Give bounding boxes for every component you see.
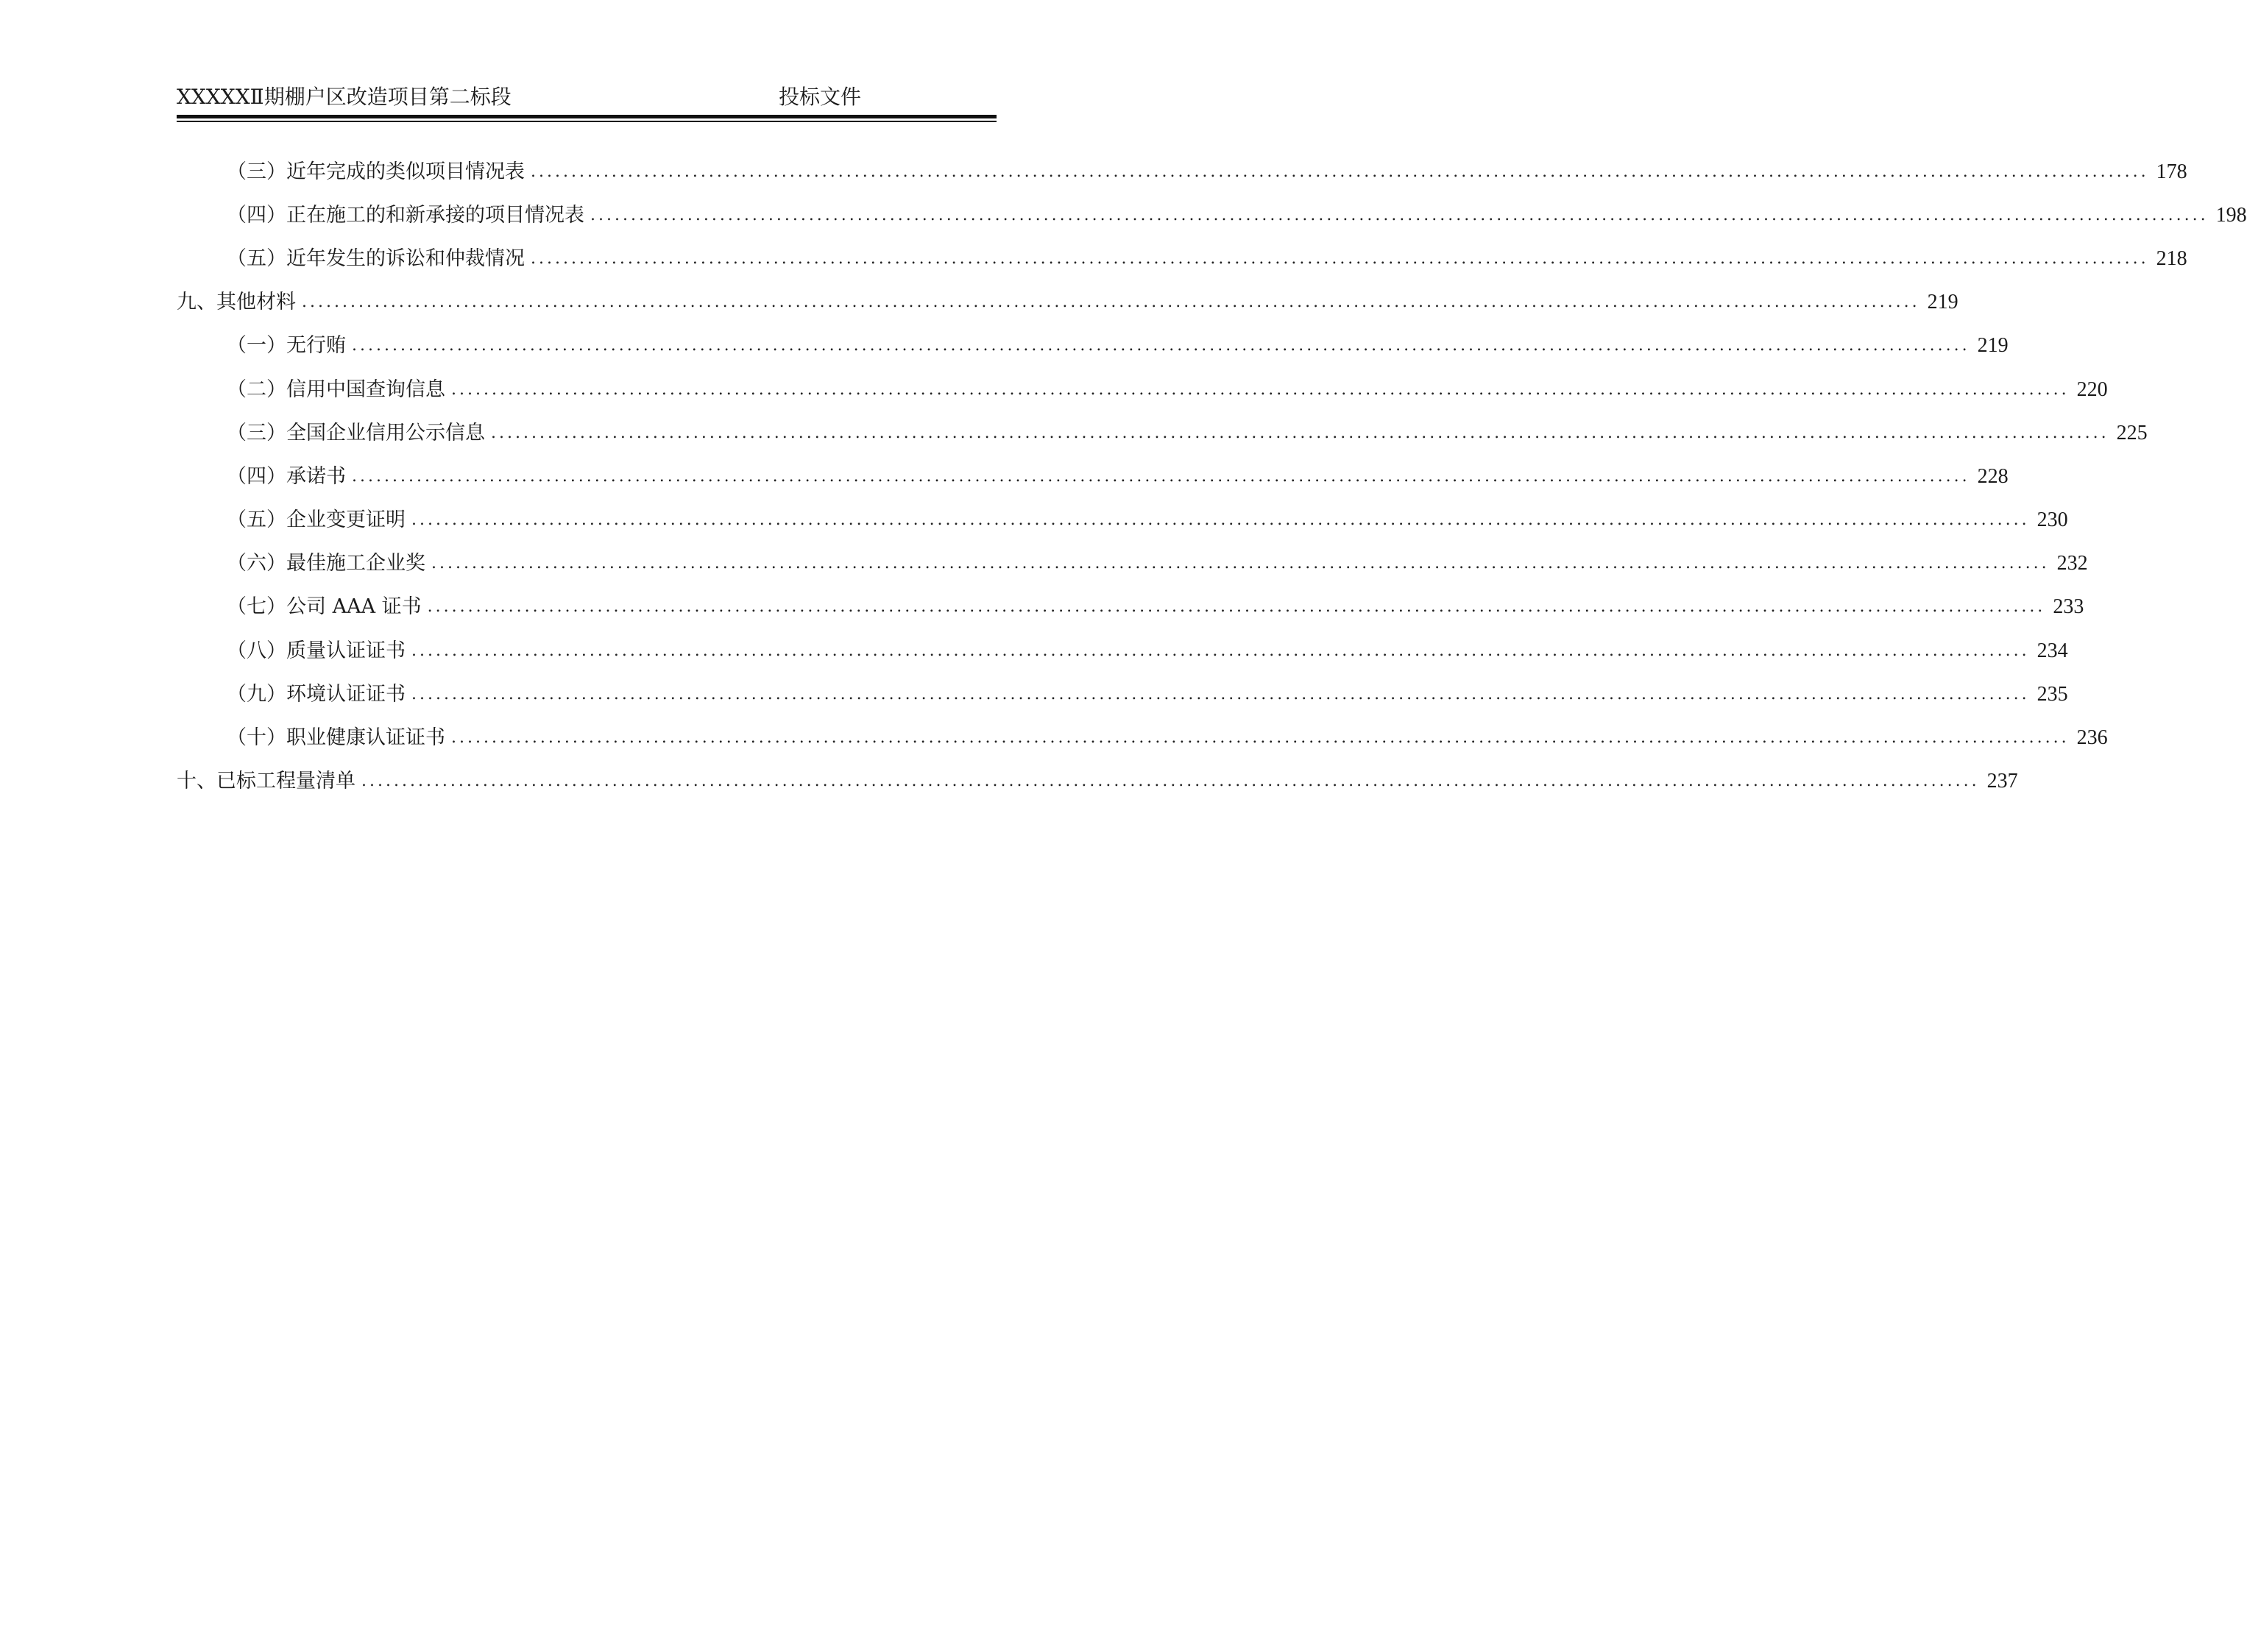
toc-dot-leader: ........................................................................................................................................................................................................ xyxy=(411,641,2030,660)
toc-entry-label: （六）最佳施工企业奖 xyxy=(227,552,425,575)
toc-dot-leader: ........................................................................................................................................................................................................ xyxy=(302,293,1920,312)
toc-entry-page-number: 234 xyxy=(2037,639,2068,662)
toc-entry[interactable] xyxy=(177,411,2148,455)
toc-entry[interactable] xyxy=(177,629,2068,673)
toc-entry[interactable] xyxy=(177,586,2084,629)
toc-entry[interactable] xyxy=(177,760,2018,804)
toc-entry-page-number: 178 xyxy=(2156,160,2187,183)
toc-dot-leader: ........................................................................................................................................................................................................ xyxy=(411,511,2030,530)
toc-entry[interactable] xyxy=(177,542,2088,586)
toc-dot-leader: ........................................................................................................................................................................................................ xyxy=(451,380,2070,399)
toc-entry[interactable] xyxy=(177,716,2108,759)
toc-entry-page-number: 233 xyxy=(2053,595,2084,619)
toc-entry-label: （四）承诺书 xyxy=(227,464,346,488)
toc-entry-page-number: 219 xyxy=(1927,291,1958,314)
toc-dot-leader: ........................................................................................................................................................................................................ xyxy=(590,205,2209,224)
header-doc-type: 投标文件 xyxy=(779,85,862,109)
toc-dot-leader: ........................................................................................................................................................................................................ xyxy=(451,728,2070,748)
toc-entry-page-number: 232 xyxy=(2056,552,2088,575)
toc-entry[interactable] xyxy=(177,368,2108,411)
toc-dot-leader: ........................................................................................................................................................................................................ xyxy=(431,554,2050,573)
toc-entry[interactable] xyxy=(177,237,2187,280)
toc-entry-page-number: 237 xyxy=(1986,770,2018,793)
header-rule-thick xyxy=(177,115,997,118)
toc-entry-label: （一）无行贿 xyxy=(227,334,346,358)
toc-entry-label: （八）质量认证证书 xyxy=(227,639,406,662)
toc-entry-label: （三）近年完成的类似项目情况表 xyxy=(227,160,525,183)
toc-entry-page-number: 235 xyxy=(2037,682,2068,706)
table-of-contents xyxy=(177,150,2247,804)
toc-entry[interactable] xyxy=(177,673,2068,716)
toc-entry[interactable] xyxy=(177,325,2009,368)
toc-entry-page-number: 218 xyxy=(2156,247,2187,270)
toc-entry-page-number: 225 xyxy=(2116,421,2148,444)
toc-dot-leader: ........................................................................................................................................................................................................ xyxy=(427,598,2046,617)
page-header xyxy=(177,81,997,113)
toc-entry-label: （九）环境认证证书 xyxy=(227,682,406,706)
toc-entry[interactable] xyxy=(177,281,1958,325)
toc-entry[interactable] xyxy=(177,499,2068,542)
toc-entry-label: （七）公司 AAA 证书 xyxy=(227,595,422,619)
toc-dot-leader: ........................................................................................................................................................................................................ xyxy=(352,336,1970,355)
toc-dot-leader: ........................................................................................................................................................................................................ xyxy=(531,249,2149,268)
toc-entry-page-number: 220 xyxy=(2076,377,2108,401)
toc-entry-label: （三）全国企业信用公示信息 xyxy=(227,421,485,444)
toc-entry[interactable] xyxy=(177,455,2009,498)
toc-entry-page-number: 219 xyxy=(1977,334,2009,358)
toc-dot-leader: ........................................................................................................................................................................................................ xyxy=(531,162,2149,181)
toc-entry-label: （五）近年发生的诉讼和仲裁情况 xyxy=(227,247,525,270)
header-rule-thin xyxy=(177,121,997,122)
toc-entry-label: （十）职业健康认证证书 xyxy=(227,726,445,750)
toc-dot-leader: ........................................................................................................................................................................................................ xyxy=(352,467,1970,486)
toc-entry-page-number: 198 xyxy=(2215,203,2247,227)
toc-dot-leader: ........................................................................................................................................................................................................ xyxy=(361,772,1980,791)
toc-dot-leader: ........................................................................................................................................................................................................ xyxy=(411,684,2030,703)
toc-entry-label: 十、已标工程量清单 xyxy=(177,770,355,793)
toc-dot-leader: ........................................................................................................................................................................................................ xyxy=(491,423,2109,442)
toc-entry[interactable] xyxy=(177,194,2247,237)
toc-entry-label: （二）信用中国查询信息 xyxy=(227,377,445,401)
header-title: XXXXXⅡ期棚户区改造项目第二标段 xyxy=(177,85,512,109)
toc-entry-page-number: 236 xyxy=(2076,726,2108,750)
toc-entry-page-number: 228 xyxy=(1977,464,2009,488)
toc-entry-label: （四）正在施工的和新承接的项目情况表 xyxy=(227,203,584,227)
toc-entry-label: 九、其他材料 xyxy=(177,291,296,314)
toc-entry-label: （五）企业变更证明 xyxy=(227,508,406,532)
toc-entry[interactable] xyxy=(177,150,2187,194)
toc-entry-page-number: 230 xyxy=(2037,508,2068,532)
